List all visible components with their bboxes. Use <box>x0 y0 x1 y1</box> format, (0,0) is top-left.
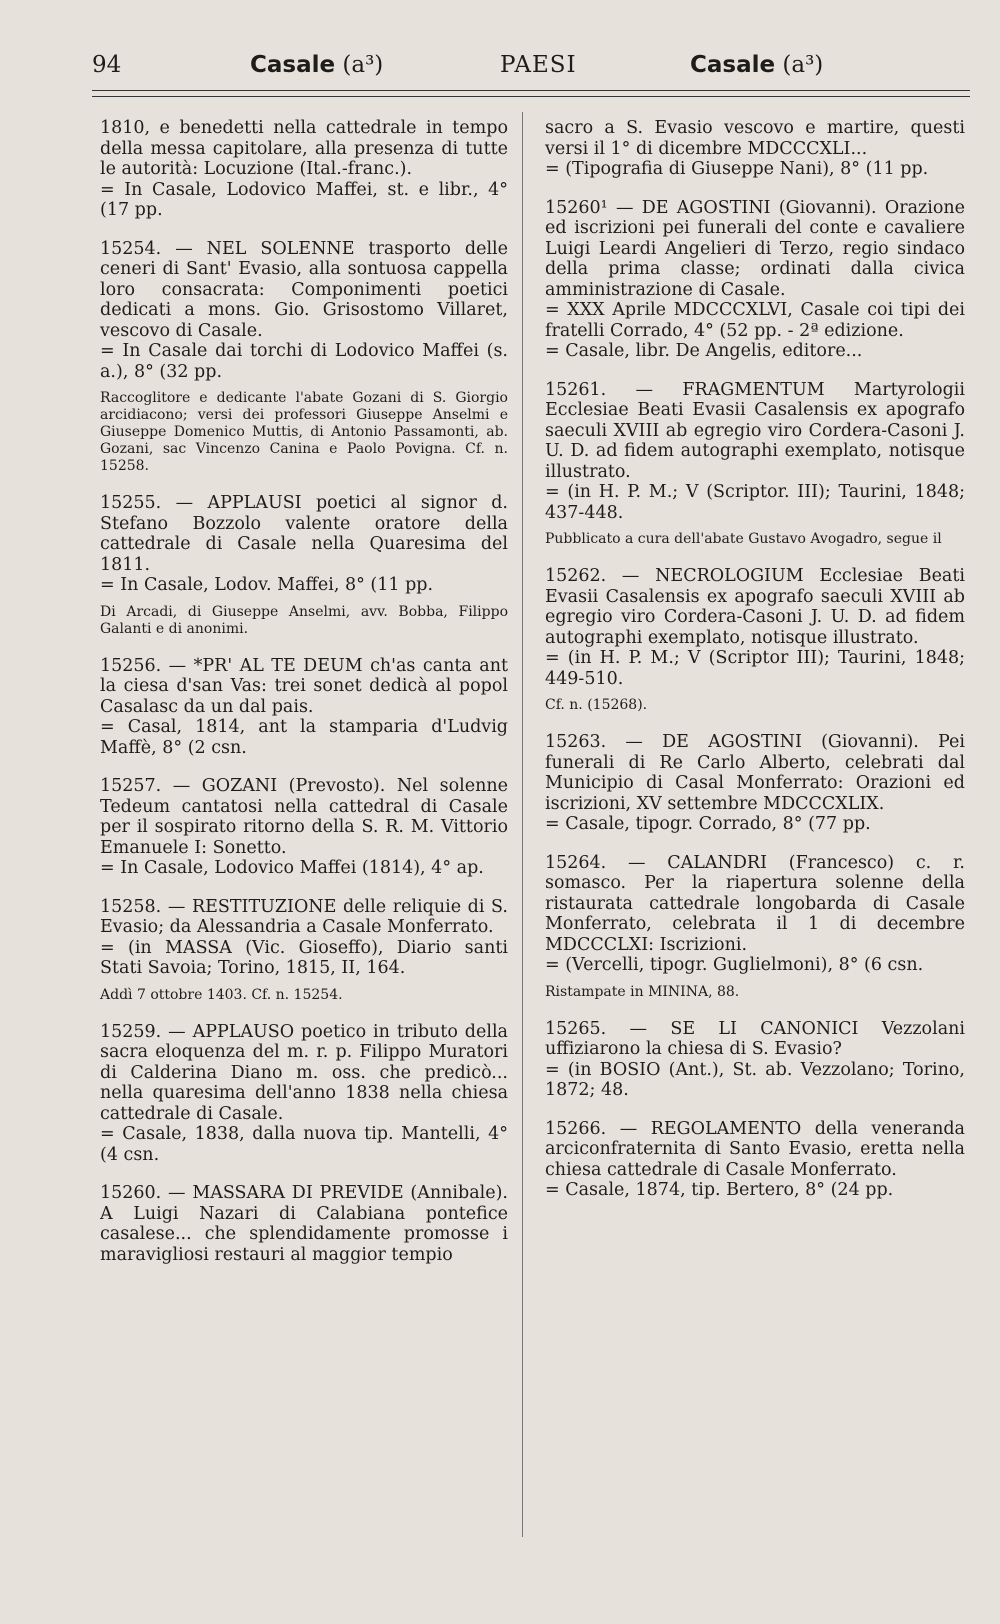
bibliographic-entry: 15260. — MASSARA DI PREVIDE (Annibale). A Luigi Nazari di Calabiana pontefice casalese... che splendidamente promosse i maravigliosi restauri al maggior tempio <box>100 1183 508 1265</box>
bibliographic-entry: 15258. — RESTITUZIONE delle reliquie di S. Evasio; da Alessandria a Casale Monferrato. <box>100 896 508 937</box>
bibliographic-entry: = Casale, 1838, dalla nuova tip. Mantelli, 4° (4 csn. <box>100 1124 508 1165</box>
bibliographic-entry: = (in H. P. M.; V (Scriptor III); Taurini, 1848; 449-510. <box>545 648 965 689</box>
right-title-sup: (a³) <box>782 52 824 78</box>
bibliographic-note: Ristampate in MININA, 88. <box>545 983 740 1000</box>
bibliographic-entry: = XXX Aprile MDCCCXLVI, Casale coi tipi dei fratelli Corrado, 4° (52 pp. - 2ª edizione. <box>545 300 965 341</box>
bibliographic-entry: 15257. — GOZANI (Prevosto). Nel solenne Tedeum cantatosi nella cattedral di Casale per il sospirato ritorno della S. R. M. Vittorio Emanuele I: Sonetto. <box>100 776 508 858</box>
bibliographic-entry: 15265. — SE LI CANONICI Vezzolani uffiziarono la chiesa di S. Evasio? <box>545 1018 965 1059</box>
bibliographic-entry: = (Vercelli, tipogr. Guglielmoni), 8° (6 csn. <box>545 955 924 975</box>
bibliographic-note: Pubblicato a cura dell'abate Gustavo Avogadro, segue il <box>545 531 942 547</box>
center-running-title: PAESI <box>500 52 577 78</box>
bibliographic-entry: = (in BOSIO (Ant.), St. ab. Vezzolano; Torino, 1872; 48. <box>545 1059 965 1100</box>
bibliographic-entry: 15259. — APPLAUSO poetico in tributo della sacra eloquenza del m. r. p. Filippo Muratori di Calderina Diano m. oss. che predicò... nella quaresima dell'anno 1838 nella chiesa cattedrale di Casale. <box>100 1021 508 1124</box>
bibliographic-entry: 15264. — CALANDRI (Francesco) c. r. somasco. Per la riapertura solenne della ristaurata cattedrale longobarda di Casale Monferrato, celebrata il 1 di decembre MDCCCLXI: Iscrizioni. <box>545 852 965 955</box>
bibliographic-note: Addì 7 ottobre 1403. Cf. n. 15254. <box>100 986 343 1003</box>
bibliographic-note: Raccoglitore e dedicante l'abate Gozani di S. Giorgio arcidiacono; versi dei professori Giuseppe Anselmi e Giuseppe Domenico Muttis, di Antonio Passamonti, ab. Gozani, sac Vincenzo Canina e Paolo Povigna. Cf. n. 15258. <box>100 390 508 474</box>
bibliographic-entry: 15254. — NEL SOLENNE trasporto delle ceneri di Sant' Evasio, alla sontuosa cappella loro consacrata: Componimenti poetici dedicati a mons. Gio. Grisostomo Villaret, vescovo di Casale. <box>100 238 508 341</box>
bibliographic-entry: = In Casale dai torchi di Lodovico Maffei (s. a.), 8° (32 pp. <box>100 341 508 382</box>
bibliographic-entry: sacro a S. Evasio vescovo e martire, questi versi il 1° di dicembre MDCCCXLI... <box>545 118 965 159</box>
bibliographic-entry: 15261. — FRAGMENTUM Martyrologii Ecclesiae Beati Evasii Casalensis ex apografo saeculi XVIII ab egregio viro Cordera-Casoni J. U. D. ad fidem autographi exemplato, notisque illustrato. <box>545 379 965 482</box>
left-title-text: Casale <box>250 52 336 78</box>
left-running-title <box>250 52 383 78</box>
bibliographic-note: Cf. n. (15268). <box>545 697 648 713</box>
column-divider <box>522 112 523 1537</box>
bibliographic-entry: = Casal, 1814, ant la stamparia d'Ludvig Maffè, 8° (2 csn. <box>100 717 508 758</box>
bibliographic-entry: 15263. — DE AGOSTINI (Giovanni). Pei funerali di Re Carlo Alberto, celebrati dal Municipio di Casal Monferrato: Orazioni ed iscrizioni, XV settembre MDCCCXLIX. <box>545 732 965 814</box>
bibliographic-entry: = In Casale, Lodovico Maffei, st. e libr., 4° (17 pp. <box>100 179 508 220</box>
right-title-text: Casale <box>690 52 776 78</box>
bibliographic-entry: = In Casale, Lodov. Maffei, 8° (11 pp. <box>100 575 434 595</box>
left-column <box>100 118 508 1265</box>
bibliographic-entry: = Casale, 1874, tip. Bertero, 8° (24 pp. <box>545 1180 894 1200</box>
bibliographic-entry: = (in H. P. M.; V (Scriptor. III); Taurini, 1848; 437-448. <box>545 482 965 523</box>
bibliographic-entry: = (in MASSA (Vic. Gioseffo), Diario santi Stati Savoia; Torino, 1815, II, 164. <box>100 937 508 978</box>
bibliographic-entry: 15266. — REGOLAMENTO della veneranda arciconfraternita di Santo Evasio, eretta nella chiesa cattedrale di Casale Monferrato. <box>545 1118 965 1180</box>
bibliographic-entry: 15262. — NECROLOGIUM Ecclesiae Beati Evasii Casalensis ex apografo saeculi XVIII ab egregio viro Cordera-Casoni J. U. D. ad fidem autographi exemplato, notisque illustrato. <box>545 566 965 648</box>
bibliographic-note: Di Arcadi, di Giuseppe Anselmi, avv. Bobba, Filippo Galanti e di anonimi. <box>100 603 508 637</box>
bibliographic-entry: 15256. — *PR' AL TE DEUM ch'as canta ant la ciesa d'san Vas: trei sonet dedicà al popol Casalasc da un dal pais. <box>100 655 508 717</box>
right-running-title <box>690 52 823 78</box>
header-rule-top <box>92 90 970 91</box>
right-column <box>545 118 965 1201</box>
header-rule-bottom <box>92 96 970 97</box>
page-number: 94 <box>92 52 122 78</box>
bibliographic-entry: 1810, e benedetti nella cattedrale in tempo della messa capitolare, alla presenza di tutte le autorità: Locuzione (Ital.-franc.). <box>100 118 508 179</box>
bibliographic-entry: = In Casale, Lodovico Maffei (1814), 4° ap. <box>100 858 484 878</box>
bibliographic-entry: 15260¹ — DE AGOSTINI (Giovanni). Orazione ed iscrizioni pei funerali del conte e cavaliere Luigi Leardi Angelieri di Terzo, regio sindaco della prima classe; ordinati dalla civica amministrazione di Casale. <box>545 197 965 300</box>
running-header <box>90 44 970 88</box>
bibliographic-entry: = Casale, libr. De Angelis, editore... <box>545 341 863 361</box>
bibliographic-entry: 15255. — APPLAUSI poetici al signor d. Stefano Bozzolo valente oratore della cattedrale di Casale nella Quaresima del 1811. <box>100 493 508 575</box>
bibliographic-entry: = Casale, tipogr. Corrado, 8° (77 pp. <box>545 814 871 834</box>
bibliographic-entry: = (Tipografia di Giuseppe Nani), 8° (11 pp. <box>545 159 929 179</box>
left-title-sup: (a³) <box>342 52 384 78</box>
